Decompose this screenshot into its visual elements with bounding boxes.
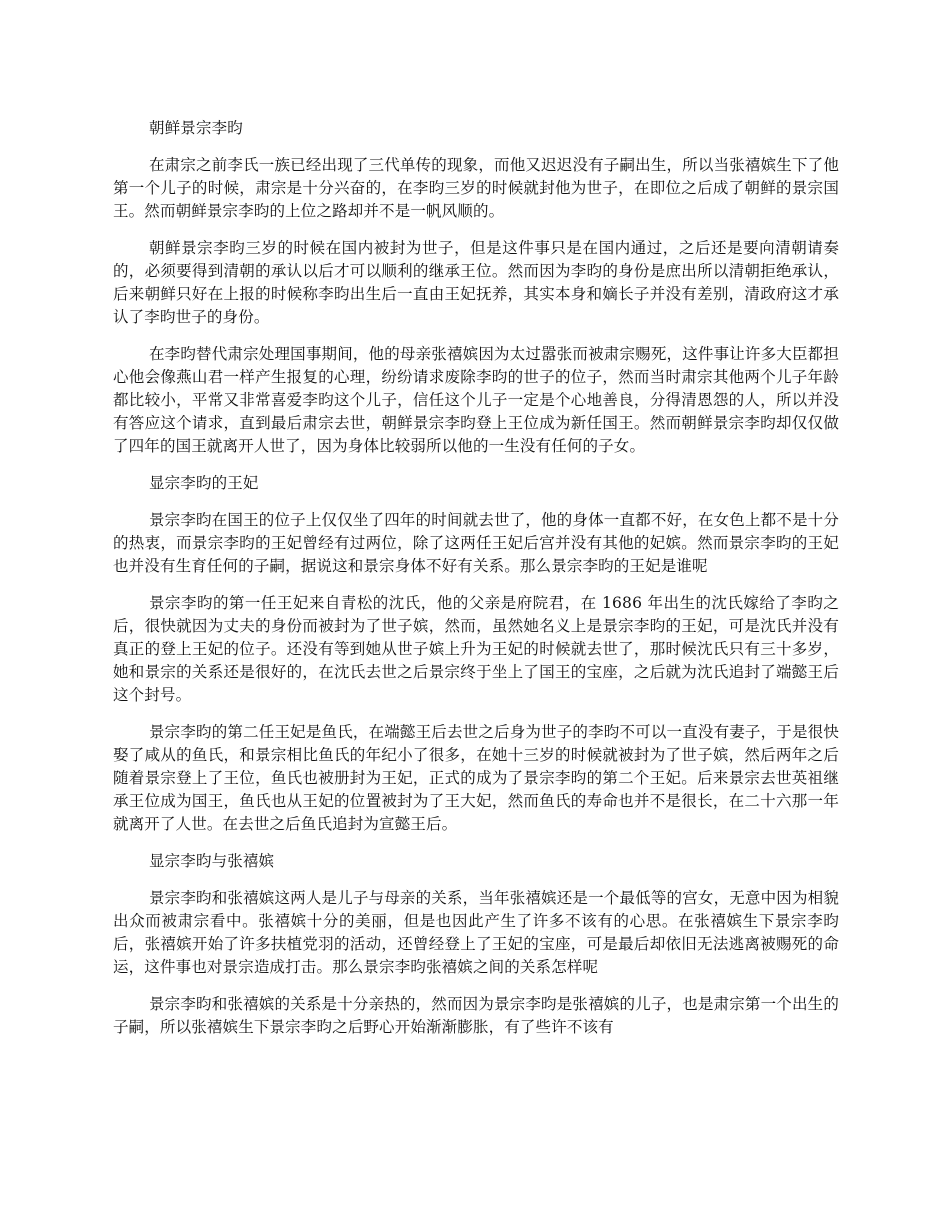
paragraph: 在李昀替代肃宗处理国事期间，他的母亲张禧嫔因为太过嚣张而被肃宗赐死，这件事让许多大臣都担心他会像燕山君一样产生报复的心理，纷纷请求废除李昀的世子的位子，然而当时肃宗其他两个儿子年龄都比较小，平常又非常喜爱李昀这个儿子，信任这个儿子一定是个心地善良，分得清恩怨的人，所以并没有答应这个请求，直到最后肃宗去世，朝鲜景宗李昀登上王位成为新任国王。然而朝鲜景宗李昀却仅仅做了四年的国王就离开人世了，因为身体比较弱所以他的一生没有任何的子女。	[113, 345, 839, 455]
paragraph: 景宗李昀的第一任王妃来自青松的沈氏，他的父亲是府院君，在 1686 年出生的沈氏嫁给了李昀之后，很快就因为丈夫的身份而被封为了世子嫔，然而，虽然她名义上是景宗李昀的王妃，可是沈氏并没有真正的登上王妃的位子。还没有等到她从世子嫔上升为王妃的时候就去世了，那时候沈氏只有三十多岁，她和景宗的关系还是很好的，在沈氏去世之后景宗终于坐上了国王的宝座，之后就为沈氏追封了端懿王后这个封号。	[113, 594, 839, 704]
paragraph: 景宗李昀和张禧嫔这两人是儿子与母亲的关系，当年张禧嫔还是一个最低等的宫女，无意中因为相貌出众而被肃宗看中。张禧嫔十分的美丽，但是也因此产生了许多不该有的心思。在张禧嫔生下景宗李昀后，张禧嫔开始了许多扶植党羽的活动，还曾经登上了王妃的宝座，可是最后却依旧无法逃离被赐死的命运，这件事也对景宗造成打击。那么景宗李昀张禧嫔之间的关系怎样呢	[113, 889, 839, 976]
paragraph: 朝鲜景宗李昀三岁的时候在国内被封为世子，但是这件事只是在国内通过，之后还是要向清朝请奏的，必须要得到清朝的承认以后才可以顺利的继承王位。然而因为李昀的身份是庶出所以清朝拒绝承认，后来朝鲜只好在上报的时候称李昀出生后一直由王妃抚养，其实本身和嫡长子并没有差别，清政府这才承认了李昀世子的身份。	[113, 239, 839, 326]
section-heading: 显宗李昀与张禧嫔	[149, 852, 275, 870]
paragraph: 在肃宗之前李氏一族已经出现了三代单传的现象，而他又迟迟没有子嗣出生，所以当张禧嫔生下了他第一个儿子的时候，肃宗是十分兴奋的，在李昀三岁的时候就封他为世子，在即位之后成了朝鲜的景宗国王。然而朝鲜景宗李昀的上位之路却并不是一帆风顺的。	[113, 156, 839, 220]
paragraph: 景宗李昀在国王的位子上仅仅坐了四年的时间就去世了，他的身体一直都不好，在女色上都不是十分的热衷，而景宗李昀的王妃曾经有过两位，除了这两任王妃后宫并没有其他的妃嫔。然而景宗李昀的王妃也并没有生育任何的子嗣，据说这和景宗身体不好有关系。那么景宗李昀的王妃是谁呢	[113, 511, 839, 575]
section-heading: 显宗李昀的王妃	[149, 474, 259, 492]
paragraph: 景宗李昀和张禧嫔的关系是十分亲热的，然而因为景宗李昀是张禧嫔的儿子，也是肃宗第一个出生的子嗣，所以张禧嫔生下景宗李昀之后野心开始渐渐膨胀，有了些许不该有	[113, 995, 839, 1036]
paragraph: 景宗李昀的第二任王妃是鱼氏，在端懿王后去世之后身为世子的李昀不可以一直没有妻子，于是很快娶了咸从的鱼氏，和景宗相比鱼氏的年纪小了很多，在她十三岁的时候就被封为了世子嫔，然后两年之后随着景宗登上了王位，鱼氏也被册封为王妃，正式的成为了景宗李昀的第二个王妃。后来景宗去世英祖继承王位成为国王，鱼氏也从王妃的位置被封为了王大妃，然而鱼氏的寿命也并不是很长，在二十六那一年就离开了人世。在去世之后鱼氏追封为宣懿王后。	[113, 723, 839, 833]
section-heading: 朝鲜景宗李昀	[149, 119, 243, 137]
document-body	[113, 117, 839, 1053]
